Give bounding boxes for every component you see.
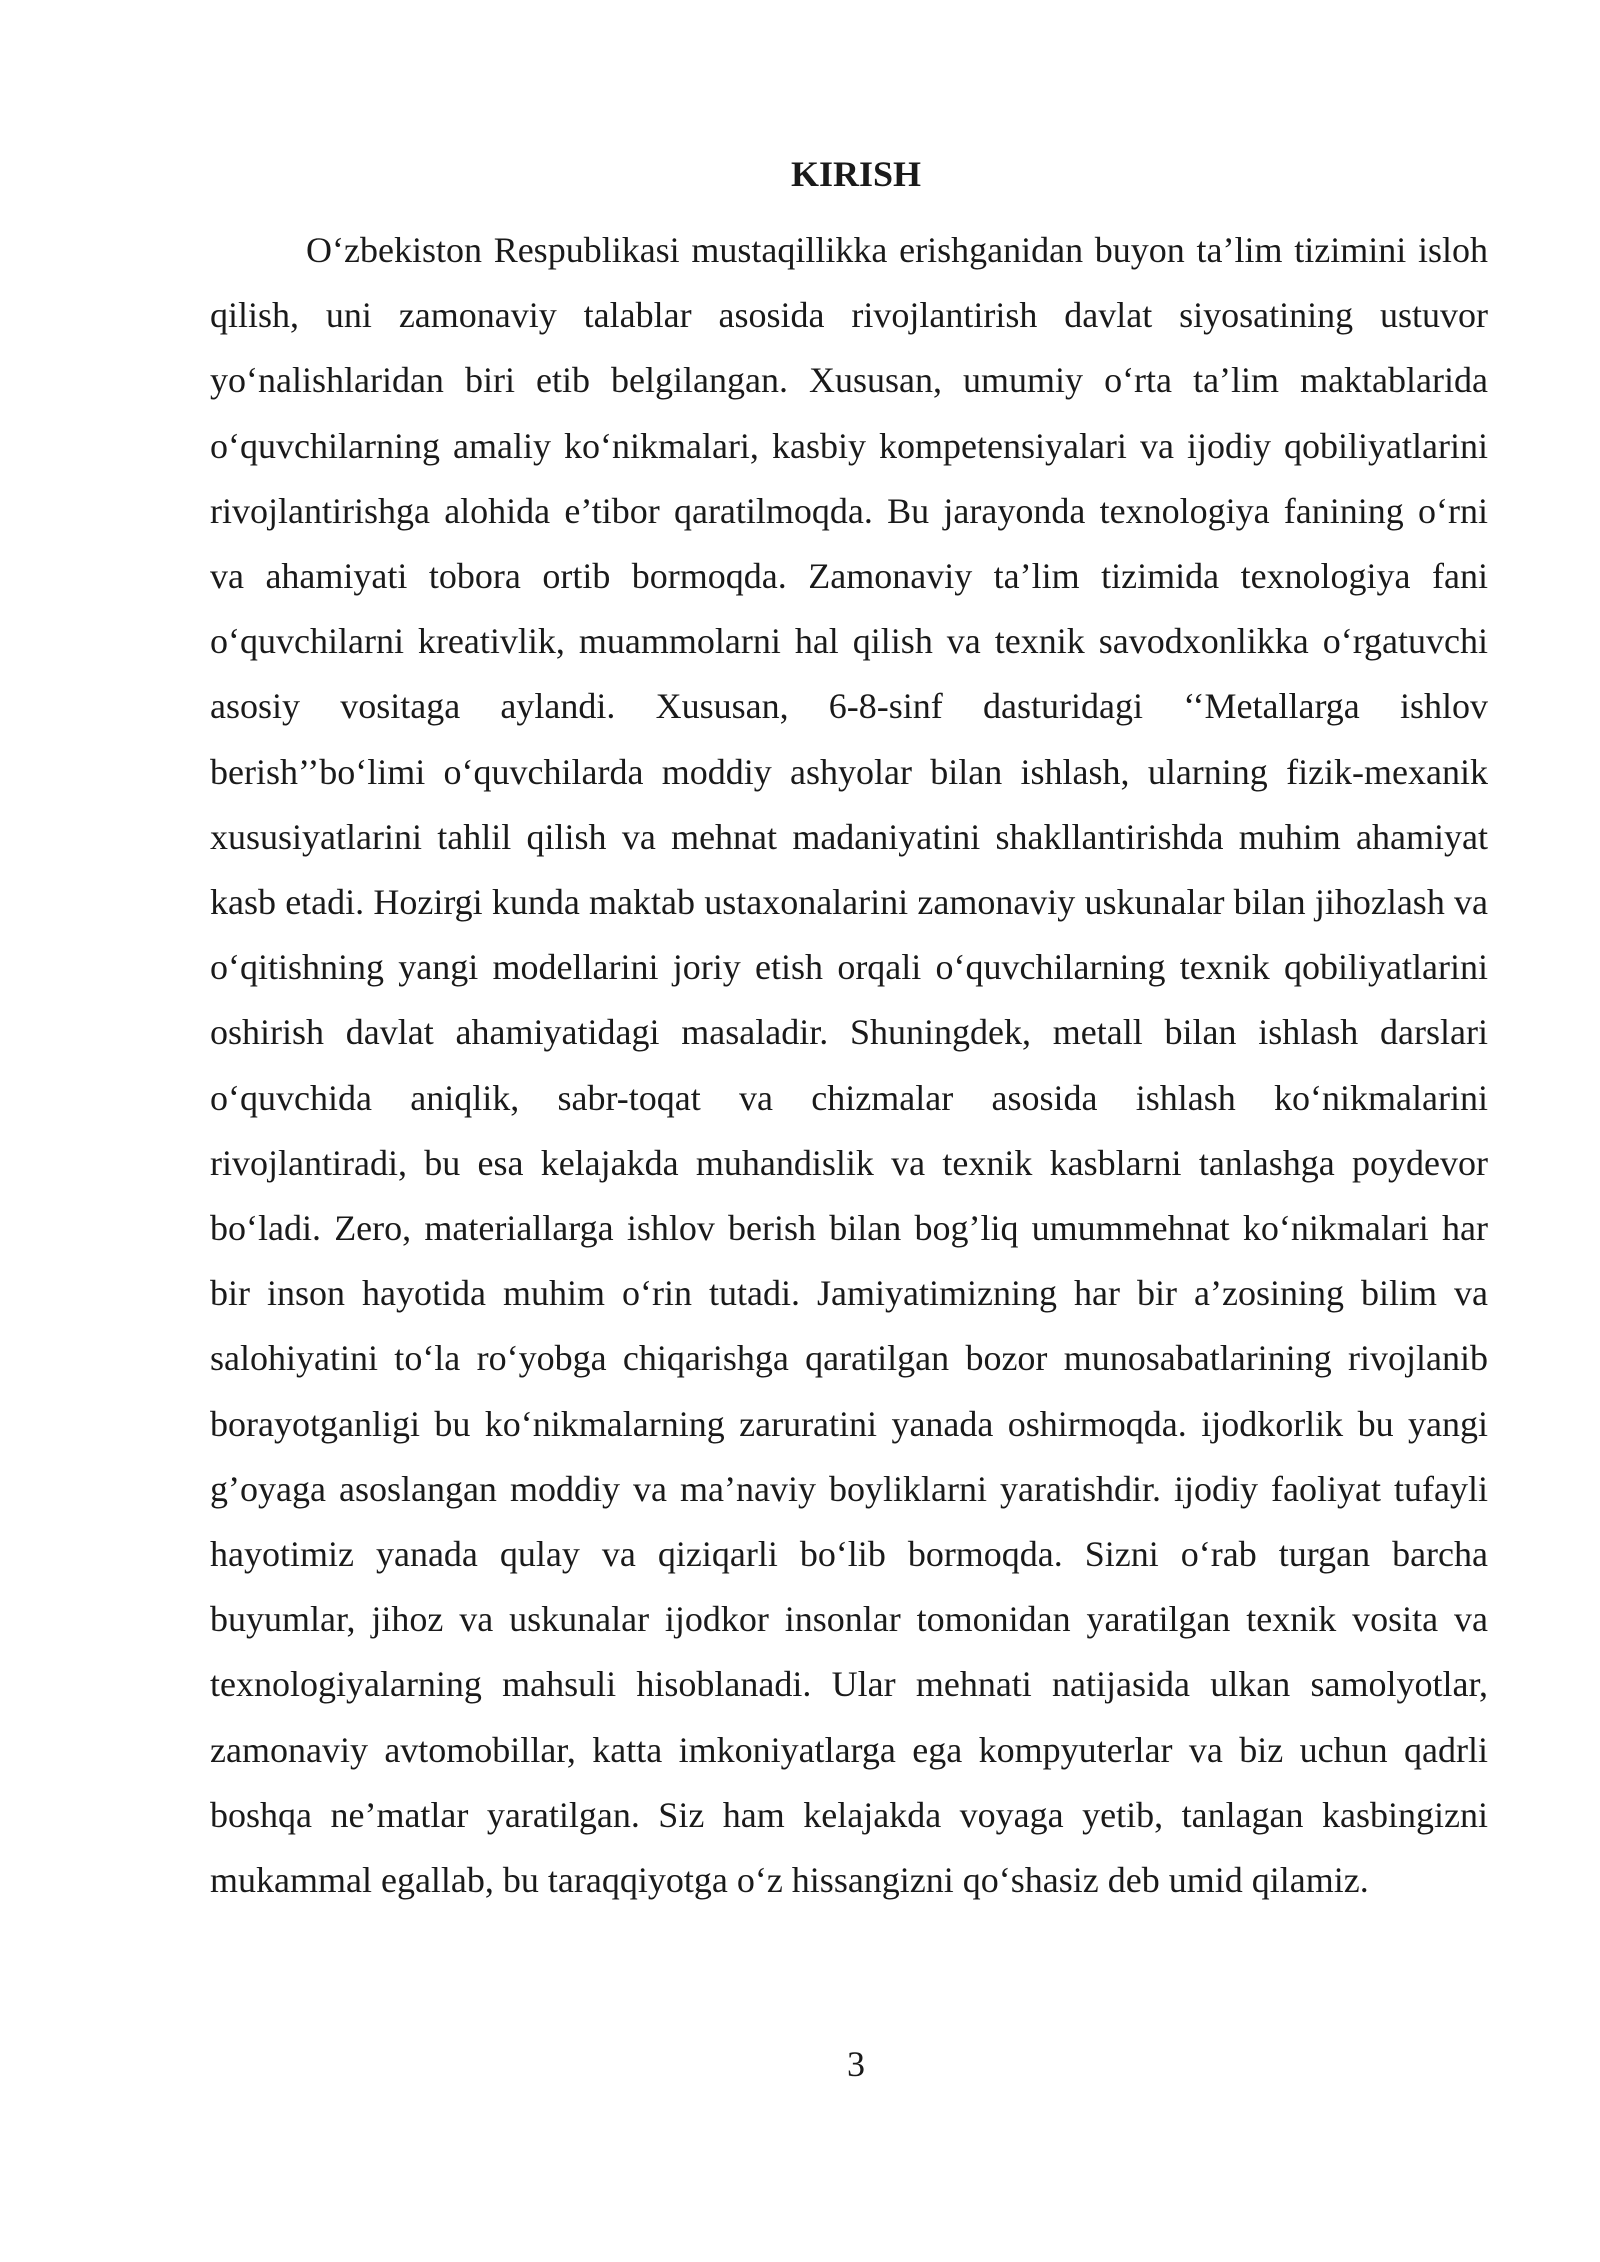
body-paragraph: O‘zbekiston Respublikasi mustaqillikka erishganidan buyon ta’lim tizimini isloh qilish, uni zamonaviy talablar asosida rivojlantirish davlat siyosatining ustuvor yo‘nalishlaridan biri etib belgilangan. Xususan, umumiy o‘rta ta’lim maktablarida o‘quvchilarning amaliy ko‘nikmalari, kasbiy kompetensiyalari va ijodiy qobiliyatlarini rivojlantirishga alohida e’tibor qaratilmoqda. Bu jarayonda texnologiya fanining o‘rni va ahamiyati tobora ortib bormoqda. Zamonaviy ta’lim tizimida texnologiya fani o‘quvchilarni kreativlik, muammolarni hal qilish va texnik savodxonlikka o‘rgatuvchi asosiy vositaga aylandi. Xususan, 6-8-sinf dasturidagi ‘‘Metallarga ishlov berish’’bo‘limi o‘quvchilarda moddiy ashyolar bilan ishlash, ularning fizik-mexanik xususiyatlarini tahlil qilish va mehnat madaniyatini shakllantirishda muhim ahamiyat kasb etadi. Hozirgi kunda maktab ustaxonalarini zamonaviy uskunalar bilan jihozlash va o‘qitishning yangi modellarini joriy etish orqali o‘quvchilarning texnik qobiliyatlarini oshirish davlat ahamiyatidagi masaladir. Shuningdek, metall bilan ishlash darslari o‘quvchida aniqlik, sabr-toqat va chizmalar asosida ishlash ko‘nikmalarini rivojlantiradi, bu esa kelajakda muhandislik va texnik kasblarni tanlashga poydevor bo‘ladi. Zero, materiallarga ishlov berish bilan bog’liq umummehnat ko‘nikmalari har bir inson hayotida muhim o‘rin tutadi. Jamiyatimizning har bir a’zosining bilim va salohiyatini to‘la ro‘yobga chiqarishga qaratilgan bozor munosabatlarining rivojlanib borayotganligi bu ko‘nikmalarning zaruratini yanada oshirmoqda. ijodkorlik bu yangi g’oyaga asoslangan moddiy va ma’naviy boyliklarni yaratishdir. ijodiy faoliyat tufayli hayotimiz yanada qulay va qiziqarli bo‘lib bormoqda. Sizni o‘rab turgan barcha buyumlar, jihoz va uskunalar ijodkor insonlar tomonidan yaratilgan texnik vosita va texnologiyalarning mahsuli hisoblanadi. Ular mehnati natijasida ulkan samolyotlar, zamonaviy avtomobillar, katta imkoniyatlarga ega kompyuterlar va biz uchun qadrli boshqa ne’matlar yaratilgan. Siz ham kelajakda voyaga yetib, tanlagan kasbingizni mukammal egallab, bu taraqqiyotga o‘z hissangizni qo‘shasiz deb umid qilamiz. [210, 230, 1488, 1901]
page-number: 3 [847, 2044, 865, 2084]
section-heading: KIRISH [790, 154, 922, 194]
